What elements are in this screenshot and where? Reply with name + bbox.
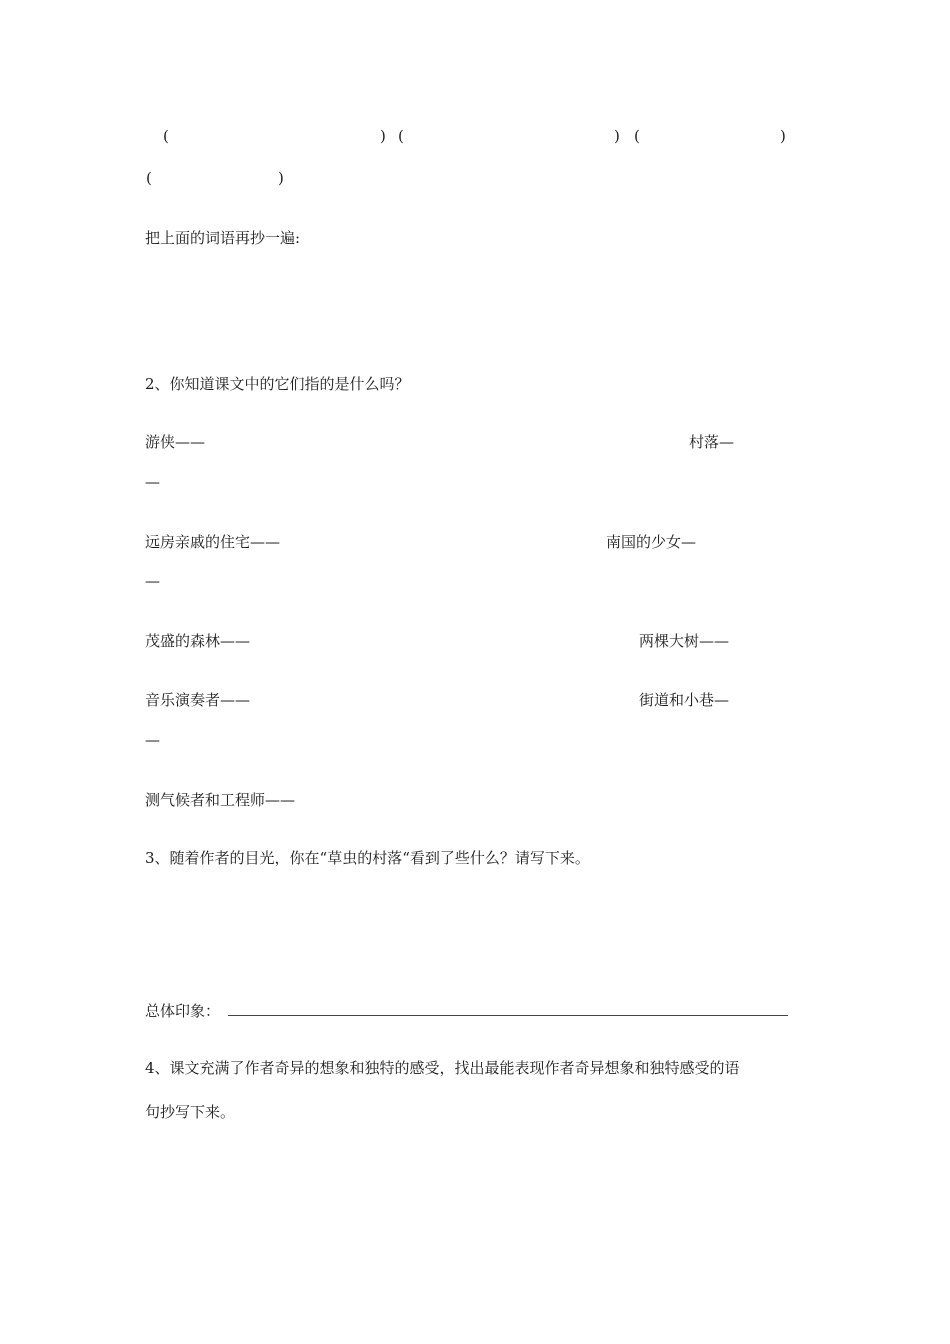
item-jiedao: 街道和小巷— [639,691,730,709]
bracket-open-2: ( [398,127,404,145]
impression-label: 总体印象： [145,1002,221,1020]
item-nanguo-continued: — [145,572,160,590]
item-yinyue: 音乐演奏者—— [145,691,251,709]
question-4-line-2: 句抄写下来。 [145,1103,236,1121]
item-liangke: 两棵大树—— [639,632,730,650]
item-ceqi: 测气候者和工程师—— [145,791,296,809]
question-3-title: 3、随着作者的目光，你在“草虫的村落“看到了些什么？请写下来。 [145,849,590,867]
question-2-title: 2、你知道课文中的它们指的是什么吗？ [145,375,410,393]
item-cunluo-continued: — [145,473,160,491]
bracket-open-3: ( [634,127,640,145]
question-4-line-1: 4、课文充满了作者奇异的想象和独特的感受，找出最能表现作者奇异想象和独特感受的语 [145,1059,740,1077]
bracket-close-4: ) [278,169,284,187]
item-maosheng: 茂盛的森林—— [145,632,251,650]
bracket-open-1: ( [163,127,169,145]
item-nanguo: 南国的少女— [606,533,697,551]
item-youxia: 游侠—— [145,433,206,451]
bracket-close-3: ) [780,127,786,145]
item-cunluo: 村落— [689,433,735,451]
item-jiedao-continued: — [145,731,160,749]
bracket-close-2: ) [614,127,620,145]
impression-answer-line[interactable] [228,1015,788,1016]
copy-prompt: 把上面的词语再抄一遍: [145,229,301,247]
item-yuanfang: 远房亲戚的住宅—— [145,533,281,551]
bracket-close-1: ) [380,127,386,145]
bracket-open-4: ( [146,169,152,187]
